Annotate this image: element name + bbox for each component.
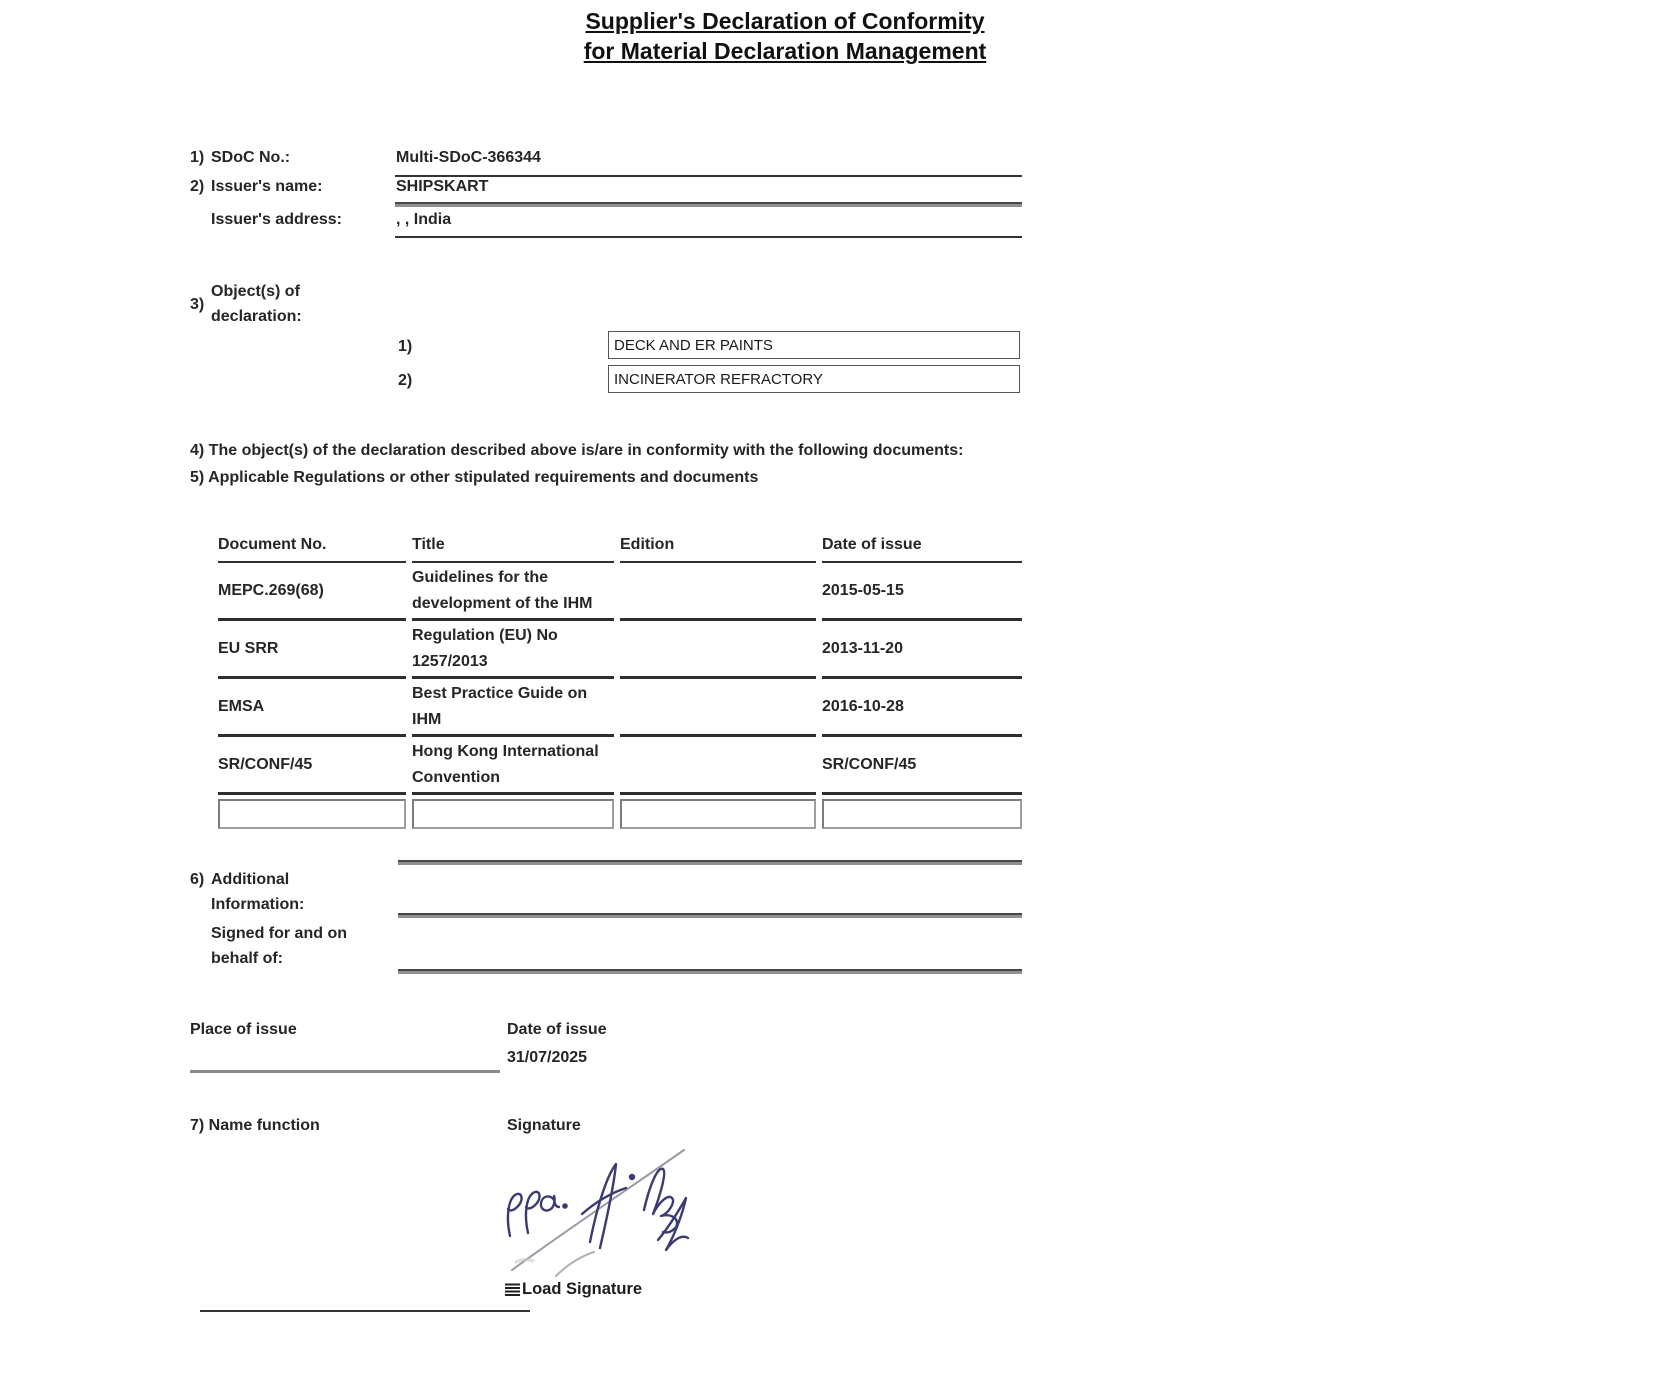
header-document-no: Document No. — [218, 536, 406, 563]
name-function-label: 7) Name function — [190, 1117, 320, 1134]
objects-label-line1: Object(s) of — [211, 283, 300, 300]
name-function-underline — [200, 1310, 530, 1312]
place-of-issue-label: Place of issue — [190, 1021, 297, 1038]
signed-behalf-line — [398, 969, 1022, 974]
object-item-2-input[interactable] — [608, 365, 1020, 393]
additional-info-line-1 — [398, 860, 1022, 865]
table-row — [218, 621, 1022, 679]
issuer-name-underline — [395, 202, 1022, 207]
page-title — [385, 6, 1185, 66]
objects-num: 3) — [190, 296, 205, 313]
cell-title: Regulation (EU) No 1257/2013 — [412, 621, 614, 679]
cell-date: 2013-11-20 — [822, 621, 1022, 679]
sdoc-no-num: 1) — [190, 149, 205, 166]
date-of-issue-label: Date of issue — [507, 1021, 607, 1038]
cell-title: Hong Kong International Convention — [412, 737, 614, 795]
place-of-issue-underline — [190, 1070, 500, 1073]
cell-date: 2015-05-15 — [822, 563, 1022, 621]
object-item-1-input[interactable] — [608, 331, 1020, 359]
cell-edition — [620, 621, 816, 679]
new-row-edition-input[interactable] — [620, 799, 816, 829]
table-row — [218, 563, 1022, 621]
additional-label-line1: Additional — [211, 871, 290, 888]
new-row-title-input[interactable] — [412, 799, 614, 829]
new-row-date-input[interactable] — [822, 799, 1022, 829]
object-item-2-value: INCINERATOR REFRACTORY — [614, 370, 823, 388]
cell-doc-no: EU SRR — [218, 621, 406, 679]
issuer-name-value: SHIPSKART — [396, 178, 489, 195]
cell-doc-no: MEPC.269(68) — [218, 563, 406, 621]
statement-5: 5) Applicable Regulations or other stipulated requirements and documents — [190, 469, 759, 486]
table-new-row — [218, 799, 1022, 829]
sdoc-no-value: Multi-SDoC-366344 — [396, 149, 541, 166]
documents-table-header — [218, 536, 1022, 563]
load-signature-button[interactable] — [505, 1280, 642, 1299]
additional-label-line2: Information: — [211, 896, 305, 913]
issuer-address-underline — [395, 236, 1022, 238]
issuer-name-num: 2) — [190, 178, 205, 195]
signed-label-line1: Signed for and on — [211, 925, 347, 942]
header-edition: Edition — [620, 536, 816, 563]
cell-date: SR/CONF/45 — [822, 737, 1022, 795]
page-title-line1: Supplier's Declaration of Conformity — [585, 8, 985, 34]
object-item-1-value: DECK AND ER PAINTS — [614, 336, 773, 354]
statement-4: 4) The object(s) of the declaration described above is/are in conformity with the following documents: — [190, 442, 964, 459]
documents-table — [218, 536, 1022, 829]
cell-doc-no: EMSA — [218, 679, 406, 737]
cell-edition — [620, 679, 816, 737]
cell-title: Best Practice Guide on IHM — [412, 679, 614, 737]
object-item-1-num: 1) — [398, 338, 413, 355]
date-of-issue-value: 31/07/2025 — [507, 1049, 588, 1066]
cell-title: Guidelines for the development of the IHM — [412, 563, 614, 621]
header-title: Title — [412, 536, 614, 563]
sdoc-no-label: SDoC No.: — [211, 149, 291, 166]
header-date-of-issue: Date of issue — [822, 536, 1022, 563]
object-item-2-num: 2) — [398, 372, 413, 389]
table-row — [218, 737, 1022, 795]
additional-num: 6) — [190, 871, 205, 888]
cell-date: 2016-10-28 — [822, 679, 1022, 737]
additional-info-line-2 — [398, 913, 1022, 918]
list-lines-icon — [505, 1282, 520, 1297]
cell-edition — [620, 563, 816, 621]
objects-label-line2: declaration: — [211, 308, 302, 325]
sdoc-no-underline — [395, 175, 1022, 177]
issuer-address-value: , , India — [396, 211, 452, 228]
new-row-document-no-input[interactable] — [218, 799, 406, 829]
load-signature-label: Load Signature — [522, 1280, 643, 1298]
cell-doc-no: SR/CONF/45 — [218, 737, 406, 795]
issuer-address-label: Issuer's address: — [211, 211, 342, 228]
signature-label: Signature — [507, 1117, 581, 1134]
cell-edition — [620, 737, 816, 795]
issuer-name-label: Issuer's name: — [211, 178, 323, 195]
signed-label-line2: behalf of: — [211, 950, 283, 967]
signature-image — [498, 1140, 708, 1280]
table-row — [218, 679, 1022, 737]
page-title-line2: for Material Declaration Management — [583, 38, 987, 64]
